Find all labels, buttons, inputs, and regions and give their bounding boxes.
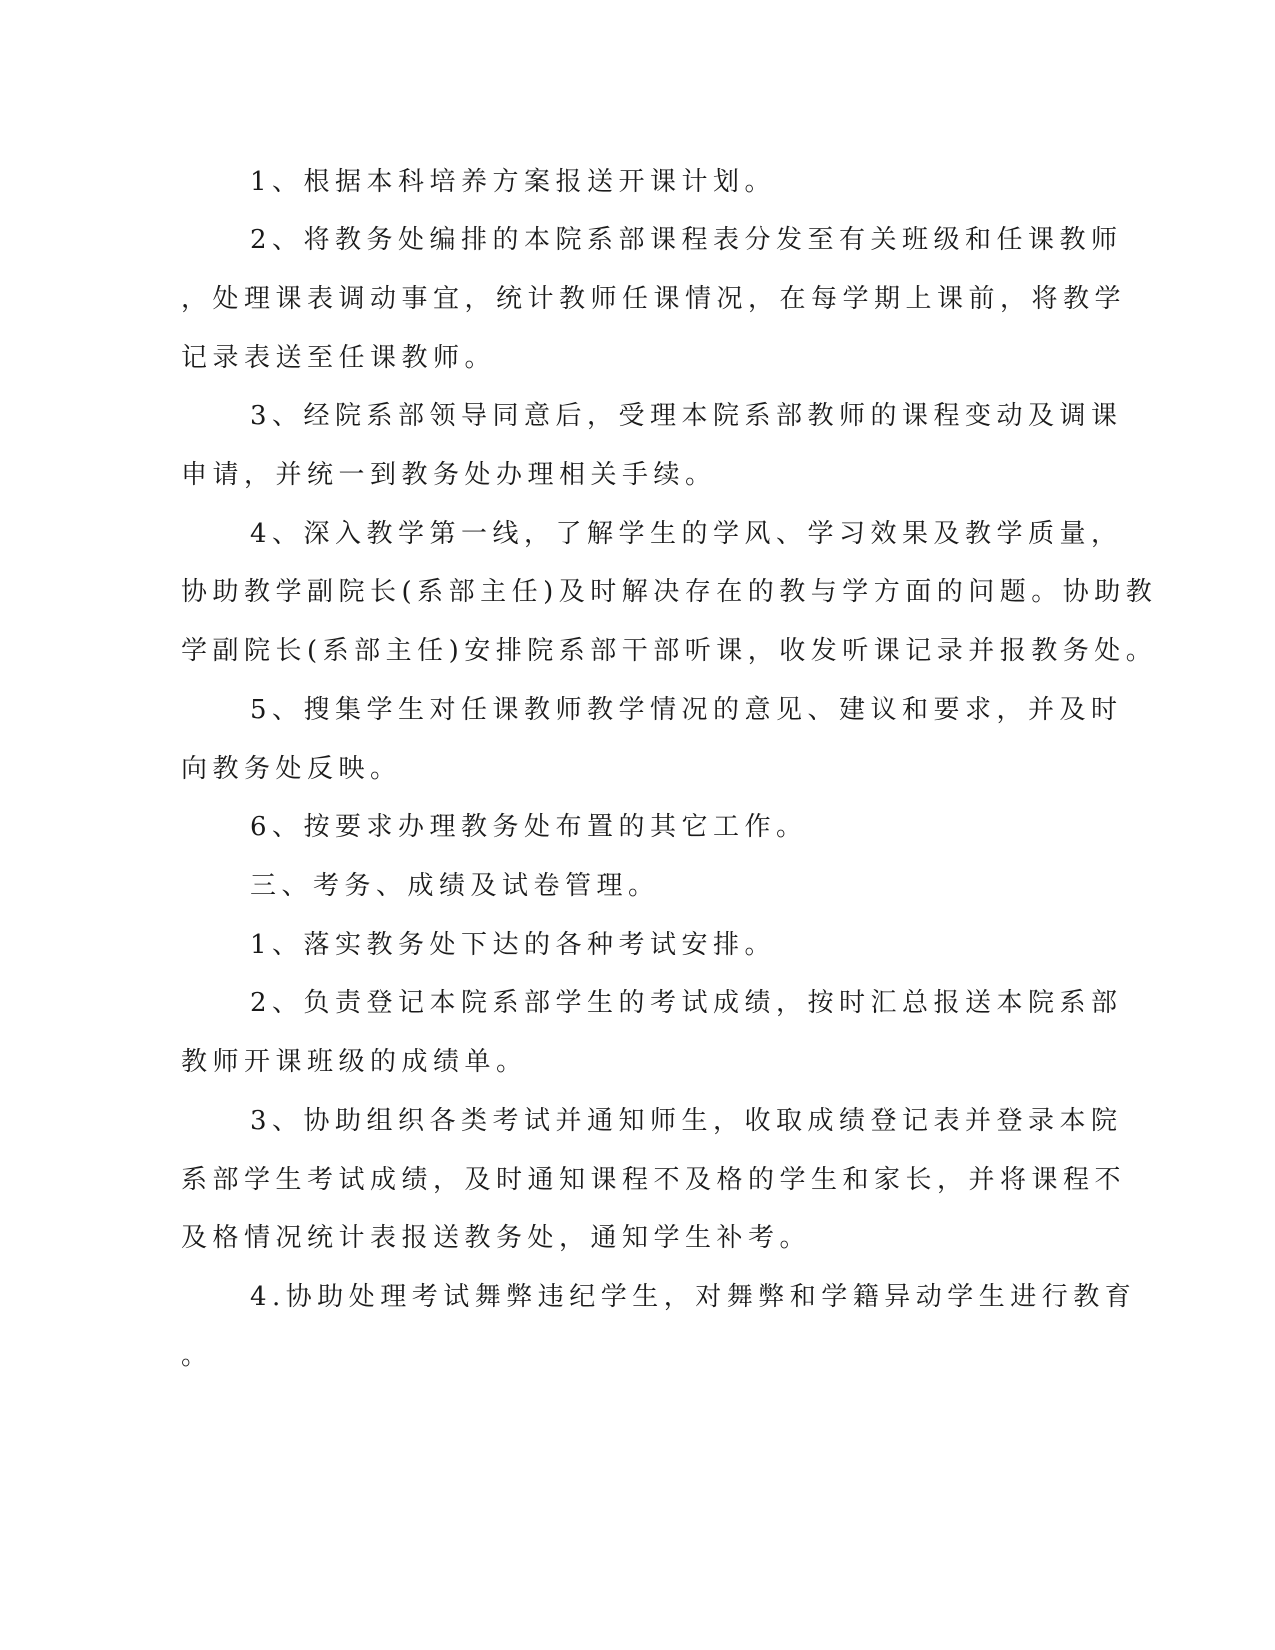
paragraph-10-line-2: 。 [181, 1341, 213, 1371]
paragraph-4-line-3: 学副院长(系部主任)安排院系部干部听课，收发听课记录并报教务处。 [181, 636, 1158, 666]
paragraph-9-line-2: 系部学生考试成绩，及时通知课程不及格的学生和家长，并将课程不 [181, 1165, 1127, 1195]
paragraph-4-line-1: 4、深入教学第一线，了解学生的学风、学习效果及教学质量， [250, 519, 1123, 549]
paragraph-7-line-1: 1、落实教务处下达的各种考试安排。 [250, 930, 777, 960]
paragraph-5-line-1: 5、搜集学生对任课教师教学情况的意见、建议和要求，并及时 [250, 695, 1123, 725]
paragraph-1-line-1: 1、根据本科培养方案报送开课计划。 [250, 167, 777, 197]
paragraph-6-line-1: 6、按要求办理教务处布置的其它工作。 [250, 812, 808, 842]
paragraph-9-line-3: 及格情况统计表报送教务处，通知学生补考。 [181, 1223, 812, 1253]
paragraph-8-line-1: 2、负责登记本院系部学生的考试成绩，按时汇总报送本院系部 [250, 988, 1123, 1018]
paragraph-10-line-1: 4.协助处理考试舞弊违纪学生，对舞弊和学籍异动学生进行教育 [250, 1282, 1137, 1312]
paragraph-8-line-2: 教师开课班级的成绩单。 [181, 1047, 528, 1077]
paragraph-4-line-2: 协助教学副院长(系部主任)及时解决存在的教与学方面的问题。协助教 [181, 577, 1158, 607]
paragraph-2-line-1: 2、将教务处编排的本院系部课程表分发至有关班级和任课教师 [250, 225, 1123, 255]
paragraph-5-line-2: 向教务处反映。 [181, 754, 402, 784]
paragraph-9-line-1: 3、协助组织各类考试并通知师生，收取成绩登记表并登录本院 [250, 1106, 1123, 1136]
paragraph-3-line-1: 3、经院系部领导同意后，受理本院系部教师的课程变动及调课 [250, 401, 1123, 431]
paragraph-2-line-2: ，处理课表调动事宜，统计教师任课情况，在每学期上课前，将教学 [181, 284, 1127, 314]
paragraph-2-line-3: 记录表送至任课教师。 [181, 343, 497, 373]
paragraph-3-line-2: 申请，并统一到教务处办理相关手续。 [181, 460, 717, 490]
section-heading-3: 三、考务、成绩及试卷管理。 [250, 871, 660, 901]
